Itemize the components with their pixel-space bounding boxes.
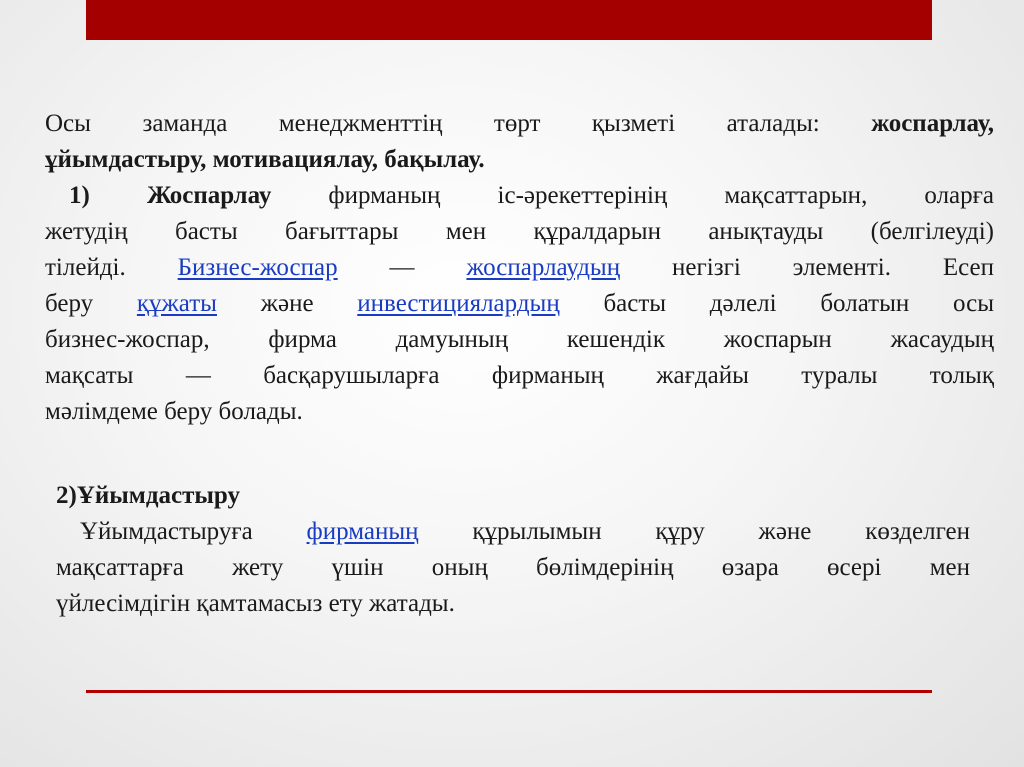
organizing-heading: 2)Ұйымдастыру xyxy=(56,482,240,509)
planning-text-4b: және xyxy=(216,290,358,317)
planning-link[interactable]: жоспарлаудың xyxy=(466,254,621,281)
document-link[interactable]: құжаты xyxy=(136,290,217,317)
organizing-text-1a: Ұйымдастыруға xyxy=(80,518,307,545)
firm-link[interactable]: фирманың xyxy=(306,518,419,545)
planning-text-6: мақсаты — басқарушыларға фирманың жағдайы туралы толық xyxy=(45,362,994,389)
planning-term: Жоспарлау xyxy=(146,182,272,209)
intro-bold-1: жоспарлау, xyxy=(871,110,994,137)
planning-text-1: фирманың іс-әрекеттерінің мақсаттарын, оларға xyxy=(271,182,995,209)
business-plan-link[interactable]: Бизнес-жоспар xyxy=(177,254,338,281)
planning-text-2: жетудің басты бағыттары мен құралдарын анықтауды (белгілеуді) xyxy=(45,218,994,245)
intro-bold-2: ұйымдастыру, мотивациялау, бақылау. xyxy=(45,146,485,173)
planning-line-2 xyxy=(45,214,994,250)
organizing-text-1b: құрылымын құру және көзделген xyxy=(418,518,970,545)
planning-text-3b: — xyxy=(337,254,467,281)
planning-number: 1) xyxy=(69,182,147,209)
planning-text-5: бизнес-жоспар, фирма дамуының кешендік жоспарын жасаудың xyxy=(45,326,994,353)
bottom-divider-line xyxy=(86,690,932,693)
planning-line-3 xyxy=(45,250,994,286)
planning-text-3c: негізгі элементі. Есеп xyxy=(620,254,995,281)
planning-text-3a: тілейді. xyxy=(45,254,178,281)
planning-line-6 xyxy=(45,358,994,394)
intro-line-2 xyxy=(45,142,994,178)
organizing-text-3: үйлесімдігін қамтамасыз ету жатады. xyxy=(56,590,455,617)
planning-text-4a: беру xyxy=(45,290,137,317)
organizing-section xyxy=(56,478,970,622)
organizing-line-1 xyxy=(56,514,970,550)
planning-line-1 xyxy=(45,178,994,214)
organizing-line-2 xyxy=(56,550,970,586)
planning-line-7 xyxy=(45,394,994,430)
planning-section xyxy=(45,106,994,430)
organizing-line-3 xyxy=(56,586,970,622)
planning-line-5 xyxy=(45,322,994,358)
planning-text-4c: басты дәлелі болатын осы xyxy=(559,290,994,317)
intro-text: Осы заманда менеджменттің төрт қызметі аталады: xyxy=(45,110,872,137)
top-accent-bar xyxy=(86,0,932,40)
investments-link[interactable]: инвестициялардың xyxy=(357,290,560,317)
organizing-text-2: мақсаттарға жету үшін оның бөлімдерінің өзара өсері мен xyxy=(56,554,970,581)
intro-line-1 xyxy=(45,106,994,142)
planning-line-4 xyxy=(45,286,994,322)
planning-text-7: мәлімдеме беру болады. xyxy=(45,398,303,425)
